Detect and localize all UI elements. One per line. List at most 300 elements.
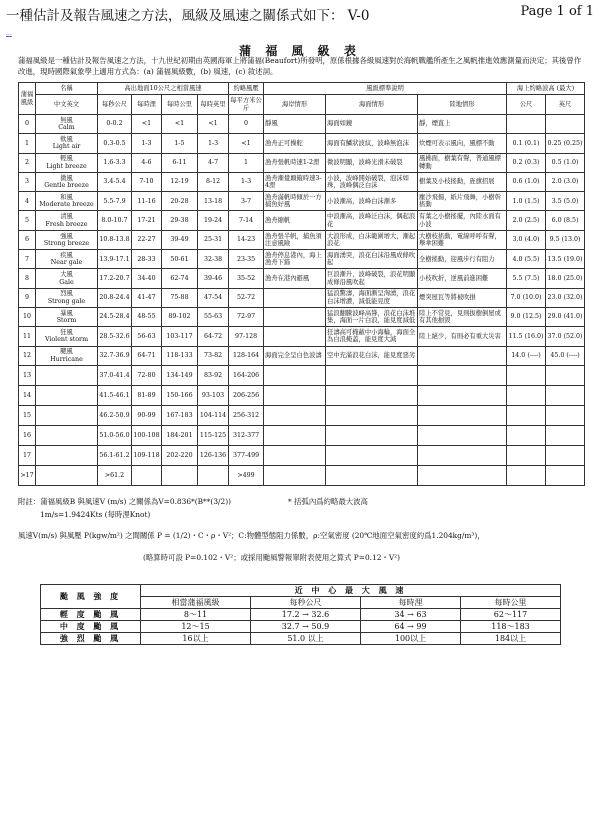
typhoon-table: [40, 584, 561, 645]
link-mark[interactable]: ...: [6, 30, 12, 37]
note-pressure-relation: 風速V(m/s) 與風壓 P(kgw/m²) 之間關係 P = (1/2)・C・ρ・V²；C:物體型態阻力係數，ρ:空氣密度 (20℃地面空氣密度約爲1.204kg/m³)，: [18, 531, 485, 540]
cell-name: [36, 288, 98, 307]
table-row: [19, 172, 585, 191]
cell-speed-kt: 90-99: [132, 405, 162, 425]
table-row: [19, 211, 585, 230]
cell-level: 10: [19, 307, 36, 326]
cell-speed-kt: 1-3: [132, 134, 162, 153]
cell-speed-mph: 32-38: [198, 250, 229, 269]
header-wave: 海上約略波高 (最大): [507, 83, 585, 95]
cell-land-desc: [418, 365, 507, 385]
cell-sea-desc: 海面如鏡: [326, 115, 418, 134]
cell-speed-kt: 100-108: [132, 425, 162, 445]
cell-wave-m: [507, 115, 546, 134]
cell-name: [36, 115, 98, 134]
cell-name: [36, 153, 98, 172]
name-en: Gentle breeze: [44, 182, 89, 190]
cell-level: 12: [19, 346, 36, 365]
cell-speed-ms: 10.8-13.8: [98, 230, 132, 249]
cell-speed-mph: 115-125: [198, 425, 229, 445]
cell-level: 0: [19, 115, 36, 134]
typhoon-beaufort: 16以上: [141, 633, 251, 645]
cell-coast-desc: [264, 327, 326, 346]
cell-pressure: 312-377: [229, 425, 264, 445]
cell-sea-desc: 微波明顯，波峰光滑未破裂: [326, 153, 418, 172]
typhoon-subheader-kt: 每時浬: [361, 597, 461, 609]
cell-pressure: 1: [229, 153, 264, 172]
cell-speed-kt: 4-6: [132, 153, 162, 172]
cell-coast-desc: 漁舟張帆時速1-2浬: [264, 153, 326, 172]
cell-speed-kt: 109-118: [132, 445, 162, 465]
cell-speed-ms: 13.9-17.1: [98, 250, 132, 269]
subheader-wave-ft: 英尺: [546, 95, 585, 115]
cell-coast-desc: 漁舟在港內避風: [264, 269, 326, 288]
cell-sea-desc: 小波漸高，波峰白沫漸多: [326, 192, 418, 211]
cell-speed-ms: 46.2-50.9: [98, 405, 132, 425]
cell-speed-kmh: [162, 465, 198, 485]
cell-level: 6: [19, 230, 36, 249]
table-row: [19, 115, 585, 134]
cell-wave-ft: [546, 365, 585, 385]
cell-coast-desc: 漁舟滿帆時傾於一方捕魚好風: [264, 192, 326, 211]
cell-land-desc: 煙突屋瓦等將被吹損: [418, 288, 507, 307]
cell-speed-ms: 32.7-36.9: [98, 346, 132, 365]
cell-pressure: <1: [229, 134, 264, 153]
subheader-mph: 每時英里: [198, 95, 229, 115]
typhoon-beaufort: 12～15: [141, 621, 251, 633]
typhoon-subheader-beaufort: 相當蒲福風級: [141, 597, 251, 609]
cell-speed-kmh: 12-19: [162, 172, 198, 191]
cell-wave-ft: 6.0 (8.5): [546, 211, 585, 230]
cell-pressure: >499: [229, 465, 264, 485]
cell-coast-desc: 漁舟停息港內，海上漁舟下錨: [264, 250, 326, 269]
cell-speed-mph: 93-103: [198, 385, 229, 405]
cell-land-desc: 炊煙可表示風向，風標不動: [418, 134, 507, 153]
cell-pressure: 377-499: [229, 445, 264, 465]
name-zh: 強風: [60, 232, 73, 240]
cell-wave-m: 11.5 (16.0): [507, 327, 546, 346]
cell-speed-mph: 1-3: [198, 134, 229, 153]
cell-speed-kmh: 1-5: [162, 134, 198, 153]
typhoon-beaufort: 8～11: [141, 609, 251, 621]
cell-wave-m: 9.0 (12.5): [507, 307, 546, 326]
cell-speed-ms: 0.3-0.5: [98, 134, 132, 153]
cell-speed-ms: 56.1-61.2: [98, 445, 132, 465]
cell-wave-ft: 0.25 (0.25): [546, 134, 585, 153]
cell-wave-ft: 2.0 (3.0): [546, 172, 585, 191]
table-row: [19, 307, 585, 326]
cell-name: [36, 425, 98, 445]
cell-speed-mph: 55-63: [198, 307, 229, 326]
cell-wave-m: 7.0 (10.0): [507, 288, 546, 307]
name-zh: 狂風: [60, 329, 73, 336]
cell-pressure: 1-3: [229, 172, 264, 191]
cell-speed-ms: 17.2-20.7: [98, 269, 132, 288]
cell-name: [36, 230, 98, 249]
cell-wave-ft: [546, 445, 585, 465]
beaufort-table: [18, 82, 585, 486]
cell-speed-mph: <1: [198, 115, 229, 134]
typhoon-header-strength: 颱 風 強 度: [41, 585, 141, 609]
cell-speed-mph: 13-18: [198, 192, 229, 211]
cell-pressure: 52-72: [229, 288, 264, 307]
cell-land-desc: 陸上絕少，有則必有重大災害: [418, 327, 507, 346]
subheader-name: 中文英文: [36, 95, 98, 115]
cell-speed-kt: 41-47: [132, 288, 162, 307]
cell-sea-desc: 空中充滿浪花白沫，能見度惡劣: [326, 346, 418, 365]
typhoon-row: [41, 621, 561, 633]
cell-wave-ft: 45.0 (----): [546, 346, 585, 365]
name-zh: 軟風: [60, 136, 73, 144]
cell-wave-m: 4.0 (5.5): [507, 250, 546, 269]
cell-pressure: 97-128: [229, 327, 264, 346]
cell-name: [36, 365, 98, 385]
cell-speed-kmh: <1: [162, 115, 198, 134]
cell-name: [36, 134, 98, 153]
table-row: [19, 250, 585, 269]
cell-speed-ms: 20.8-24.4: [98, 288, 132, 307]
cell-speed-kmh: 184-201: [162, 425, 198, 445]
cell-land-desc: 風拂面，樹葉有聲，普通風標轉動: [418, 153, 507, 172]
cell-wave-m: 5.5 (7.5): [507, 269, 546, 288]
table-row: [19, 192, 585, 211]
cell-land-desc: 樹葉及小枝搖動，旌旗招展: [418, 172, 507, 191]
cell-wave-ft: [546, 115, 585, 134]
cell-pressure: 206-256: [229, 385, 264, 405]
cell-land-desc: 大樹枝搖動，電線呼呼有聲，舉傘困難: [418, 230, 507, 249]
cell-speed-kmh: 6-11: [162, 153, 198, 172]
typhoon-row: [41, 609, 561, 621]
cell-pressure: 7-14: [229, 211, 264, 230]
typhoon-label: 中 度 颱 風: [41, 621, 141, 633]
cell-speed-mph: 39-46: [198, 269, 229, 288]
cell-wave-m: 0.6 (1.0): [507, 172, 546, 191]
cell-speed-kmh: 150-166: [162, 385, 198, 405]
cell-level: 9: [19, 288, 36, 307]
cell-name: [36, 269, 98, 288]
cell-speed-kt: 72-80: [132, 365, 162, 385]
cell-speed-kmh: 75-88: [162, 288, 198, 307]
cell-coast-desc: [264, 385, 326, 405]
typhoon-kt: 100以上: [361, 633, 461, 645]
cell-level: >17: [19, 465, 36, 485]
cell-land-desc: 有葉之小樹搖擺，內陸水面有小波: [418, 211, 507, 230]
cell-level: 7: [19, 250, 36, 269]
typhoon-row: [41, 633, 561, 645]
cell-level: 13: [19, 365, 36, 385]
name-zh: 無風: [60, 116, 73, 124]
cell-land-desc: [418, 465, 507, 485]
cell-land-desc: [418, 385, 507, 405]
name-en: Near gale: [50, 259, 83, 267]
cell-sea-desc: [326, 445, 418, 465]
cell-level: 2: [19, 153, 36, 172]
cell-sea-desc: 狂濤高可掩蔽中小海輪，海面全為白浪掩蓋，能見度大減: [326, 327, 418, 346]
name-zh: 輕風: [60, 155, 73, 163]
cell-coast-desc: 靜風: [264, 115, 326, 134]
cell-name: [36, 172, 98, 191]
table-row: [19, 445, 585, 465]
header-title: 一種估計及報告風速之方法，風級及風速之關係式如下： V-0: [6, 8, 370, 24]
cell-speed-kmh: 118-133: [162, 346, 198, 365]
name-zh: 暴風: [60, 309, 73, 317]
table-row: [19, 153, 585, 172]
name-zh: 清風: [60, 213, 73, 221]
cell-speed-mph: 19-24: [198, 211, 229, 230]
header-criteria: 風級標準說明: [264, 83, 507, 95]
typhoon-header-max-wind: 近 中 心 最 大 風 速: [141, 585, 561, 597]
cell-speed-kt: <1: [132, 115, 162, 134]
typhoon-kt: 64 → 99: [361, 621, 461, 633]
cell-speed-mph: 73-82: [198, 346, 229, 365]
cell-speed-kt: 34-40: [132, 269, 162, 288]
cell-wave-m: 3.0 (4.0): [507, 230, 546, 249]
typhoon-kmh: 62～117: [461, 609, 561, 621]
table-row: [19, 269, 585, 288]
cell-speed-mph: 4-7: [198, 153, 229, 172]
cell-speed-kmh: 29-38: [162, 211, 198, 230]
cell-sea-desc: 大浪形成，白沫範圍增大，漸起浪花: [326, 230, 418, 249]
cell-sea-desc: [326, 385, 418, 405]
cell-sea-desc: [326, 365, 418, 385]
cell-level: 4: [19, 192, 36, 211]
cell-coast-desc: [264, 288, 326, 307]
cell-wave-ft: 29.0 (41.0): [546, 307, 585, 326]
intro-paragraph: 蒲福風級是一種估計及報告風速之方法，十九世紀初期由英國海軍上將蒲福(Beaufort)所發明，原係根據各級風速對於海帆戰艦所產生之風帆推進效應測量而決定；其後曾作改進，現時國際氣象學上適用方式為：(a) 蒲福風級數，(b) 風速，(c) 敘述詞。: [18, 56, 582, 76]
cell-speed-ms: 41.5-46.1: [98, 385, 132, 405]
name-en: Fresh breeze: [45, 220, 88, 228]
cell-speed-kmh: 39-49: [162, 230, 198, 249]
cell-name: [36, 445, 98, 465]
cell-coast-desc: [264, 405, 326, 425]
cell-pressure: 0: [229, 115, 264, 134]
cell-wave-ft: [546, 425, 585, 445]
name-en: Light breeze: [46, 162, 87, 170]
cell-speed-mph: 83-92: [198, 365, 229, 385]
name-zh: 大風: [60, 271, 73, 279]
typhoon-label: 強 烈 颱 風: [41, 633, 141, 645]
cell-land-desc: 靜，煙直上: [418, 115, 507, 134]
name-en: Calm: [58, 124, 75, 132]
typhoon-ms: 17.2 → 32.6: [251, 609, 361, 621]
cell-land-desc: [418, 425, 507, 445]
cell-wave-ft: 18.0 (25.0): [546, 269, 585, 288]
header-name: 名稱: [36, 83, 98, 95]
cell-coast-desc: 漁舟張半帆，捕魚須注意風險: [264, 230, 326, 249]
cell-speed-kmh: 62-74: [162, 269, 198, 288]
name-en: Moderate breeze: [39, 201, 94, 209]
cell-speed-ms: 3.4-5.4: [98, 172, 132, 191]
cell-speed-kt: 81-89: [132, 385, 162, 405]
cell-pressure: 164-206: [229, 365, 264, 385]
cell-wave-m: [507, 405, 546, 425]
name-zh: 微風: [60, 174, 73, 182]
cell-name: [36, 192, 98, 211]
cell-coast-desc: [264, 465, 326, 485]
cell-level: 15: [19, 405, 36, 425]
cell-wave-m: 14.0 (----): [507, 346, 546, 365]
cell-wave-m: [507, 425, 546, 445]
cell-speed-kmh: 89-102: [162, 307, 198, 326]
cell-wave-m: 0.1 (0.1): [507, 134, 546, 153]
cell-level: 3: [19, 172, 36, 191]
subheader-land: 陸地情形: [418, 95, 507, 115]
cell-name: [36, 327, 98, 346]
cell-pressure: 256-312: [229, 405, 264, 425]
cell-name: [36, 211, 98, 230]
cell-wave-m: 2.0 (2.5): [507, 211, 546, 230]
cell-speed-kmh: 202-220: [162, 445, 198, 465]
cell-speed-kt: 11-16: [132, 192, 162, 211]
cell-wave-ft: 9.5 (13.0): [546, 230, 585, 249]
note-wave-bracket: * 括弧內爲約略最大波高: [288, 497, 368, 506]
table-row: [19, 465, 585, 485]
cell-sea-desc: 猛浪驚濤，海面漸呈洶湧，浪花白沫增濃，減低能見度: [326, 288, 418, 307]
cell-speed-mph: 8-12: [198, 172, 229, 191]
cell-land-desc: 塵沙飛揚，紙片飛舞，小樹幹搖動: [418, 192, 507, 211]
cell-level: 8: [19, 269, 36, 288]
name-en: Violent storm: [44, 336, 89, 344]
cell-speed-kmh: 134-149: [162, 365, 198, 385]
subheader-sea: 海面情形: [326, 95, 418, 115]
cell-wave-ft: [546, 405, 585, 425]
subheader-ms: 每秒公尺: [98, 95, 132, 115]
cell-speed-ms: >61.2: [98, 465, 132, 485]
typhoon-ms: 51.0 以上: [251, 633, 361, 645]
cell-pressure: 3-7: [229, 192, 264, 211]
cell-wave-ft: 3.5 (5.0): [546, 192, 585, 211]
cell-speed-kmh: 167-183: [162, 405, 198, 425]
name-en: Storm: [56, 317, 77, 325]
cell-speed-mph: 25-31: [198, 230, 229, 249]
cell-speed-kt: 28-33: [132, 250, 162, 269]
cell-coast-desc: [264, 425, 326, 445]
cell-level: 5: [19, 211, 36, 230]
table-row: [19, 405, 585, 425]
typhoon-kt: 34 → 63: [361, 609, 461, 621]
cell-name: [36, 405, 98, 425]
table-row: [19, 230, 585, 249]
typhoon-kmh: 118～183: [461, 621, 561, 633]
cell-land-desc: 小枝吹折，逆風前進困難: [418, 269, 507, 288]
document-title: 蒲 福 風 級 表: [239, 44, 361, 58]
cell-name: [36, 307, 98, 326]
cell-level: 16: [19, 425, 36, 445]
cell-wave-m: [507, 385, 546, 405]
cell-land-desc: 陸上不常見，見則拔樹倒屋或有其他損毀: [418, 307, 507, 326]
cell-wave-m: [507, 445, 546, 465]
typhoon-subheader-ms: 每秒公尺: [251, 597, 361, 609]
cell-sea-desc: 巨浪漸升，波峰破裂，浪花明顯成條沿風吹起: [326, 269, 418, 288]
cell-name: [36, 346, 98, 365]
cell-coast-desc: 漁舟正可操舵: [264, 134, 326, 153]
subheader-kt: 每時浬: [132, 95, 162, 115]
page-number: Page 1 of 1: [520, 4, 594, 19]
cell-wave-ft: [546, 465, 585, 485]
typhoon-ms: 32.7 → 50.9: [251, 621, 361, 633]
name-en: Light air: [52, 143, 81, 151]
cell-land-desc: 全樹搖動，迎風步行有阻力: [418, 250, 507, 269]
cell-speed-ms: 51.0-56.0: [98, 425, 132, 445]
table-row: [19, 288, 585, 307]
cell-coast-desc: [264, 365, 326, 385]
cell-speed-kmh: 20-28: [162, 192, 198, 211]
cell-sea-desc: 小波，波峰開始破裂，泡沫如珠，波峰偶泛白沫: [326, 172, 418, 191]
cell-speed-kt: 48-55: [132, 307, 162, 326]
table-row: [19, 385, 585, 405]
page-header: [6, 4, 594, 24]
cell-land-desc: [418, 445, 507, 465]
cell-name: [36, 250, 98, 269]
cell-speed-ms: 8.0-10.7: [98, 211, 132, 230]
cell-sea-desc: [326, 405, 418, 425]
typhoon-kmh: 184以上: [461, 633, 561, 645]
cell-speed-kt: 64-71: [132, 346, 162, 365]
cell-speed-ms: 28.5-32.6: [98, 327, 132, 346]
cell-pressure: 23-35: [229, 250, 264, 269]
cell-wave-m: 1.0 (1.5): [507, 192, 546, 211]
note-formula: 附註：蒲福風級B 與風速V (m/s) 之關係為V=0.836*(B**(3/2)): [18, 497, 231, 506]
table-row: [19, 365, 585, 385]
cell-pressure: 14-23: [229, 230, 264, 249]
cell-wave-ft: 0.5 (1.0): [546, 153, 585, 172]
cell-speed-kt: 17-21: [132, 211, 162, 230]
cell-speed-kt: 22-27: [132, 230, 162, 249]
cell-speed-kmh: 50-61: [162, 250, 198, 269]
typhoon-subheader-kmh: 每時公里: [461, 597, 561, 609]
table-row: [19, 425, 585, 445]
cell-pressure: 72-97: [229, 307, 264, 326]
subheader-kmh: 每時公里: [162, 95, 198, 115]
subheader-pressure: 每平方米公斤: [229, 95, 264, 115]
cell-wave-m: [507, 365, 546, 385]
cell-land-desc: [418, 346, 507, 365]
cell-level: 14: [19, 385, 36, 405]
cell-sea-desc: 猛浪翻騰波峰高聳，浪花白沫堆集，海面一片白浪，能見度減低: [326, 307, 418, 326]
note-pressure-approx: (略算時可設 P=0.102・V²；或採用颱風警報單附表使用之算式 P=0.12・V²): [143, 553, 400, 562]
header-pressure: 約略風壓: [229, 83, 264, 95]
cell-level: 17: [19, 445, 36, 465]
subheader-wave-m: 公尺: [507, 95, 546, 115]
cell-pressure: 35-52: [229, 269, 264, 288]
cell-speed-kt: [132, 465, 162, 485]
cell-land-desc: [418, 405, 507, 425]
name-zh: 疾風: [60, 251, 73, 259]
cell-speed-ms: 1.6-3.3: [98, 153, 132, 172]
cell-name: [36, 465, 98, 485]
name-en: Hurricane: [50, 355, 83, 363]
cell-speed-ms: 5.5-7.9: [98, 192, 132, 211]
cell-speed-ms: 0-0.2: [98, 115, 132, 134]
cell-wave-ft: 37.0 (52.0): [546, 327, 585, 346]
cell-speed-mph: 47-54: [198, 288, 229, 307]
header-speed: 高出地面10公尺之相當風速: [98, 83, 229, 95]
cell-wave-ft: 23.0 (32.0): [546, 288, 585, 307]
cell-speed-mph: [198, 465, 229, 485]
name-zh: 和風: [60, 193, 73, 201]
cell-wave-ft: 13.5 (19.0): [546, 250, 585, 269]
cell-coast-desc: 漁舟縮帆: [264, 211, 326, 230]
cell-speed-ms: 37.0-41.4: [98, 365, 132, 385]
cell-speed-mph: 64-72: [198, 327, 229, 346]
table-row: [19, 346, 585, 365]
cell-sea-desc: 海面有鱗狀波紋，波峰無泡沫: [326, 134, 418, 153]
cell-speed-mph: 104-114: [198, 405, 229, 425]
cell-sea-desc: 中浪漸高，波峰泛白沫，偶起浪花: [326, 211, 418, 230]
cell-coast-desc: [264, 445, 326, 465]
cell-name: [36, 385, 98, 405]
cell-pressure: 128-164: [229, 346, 264, 365]
